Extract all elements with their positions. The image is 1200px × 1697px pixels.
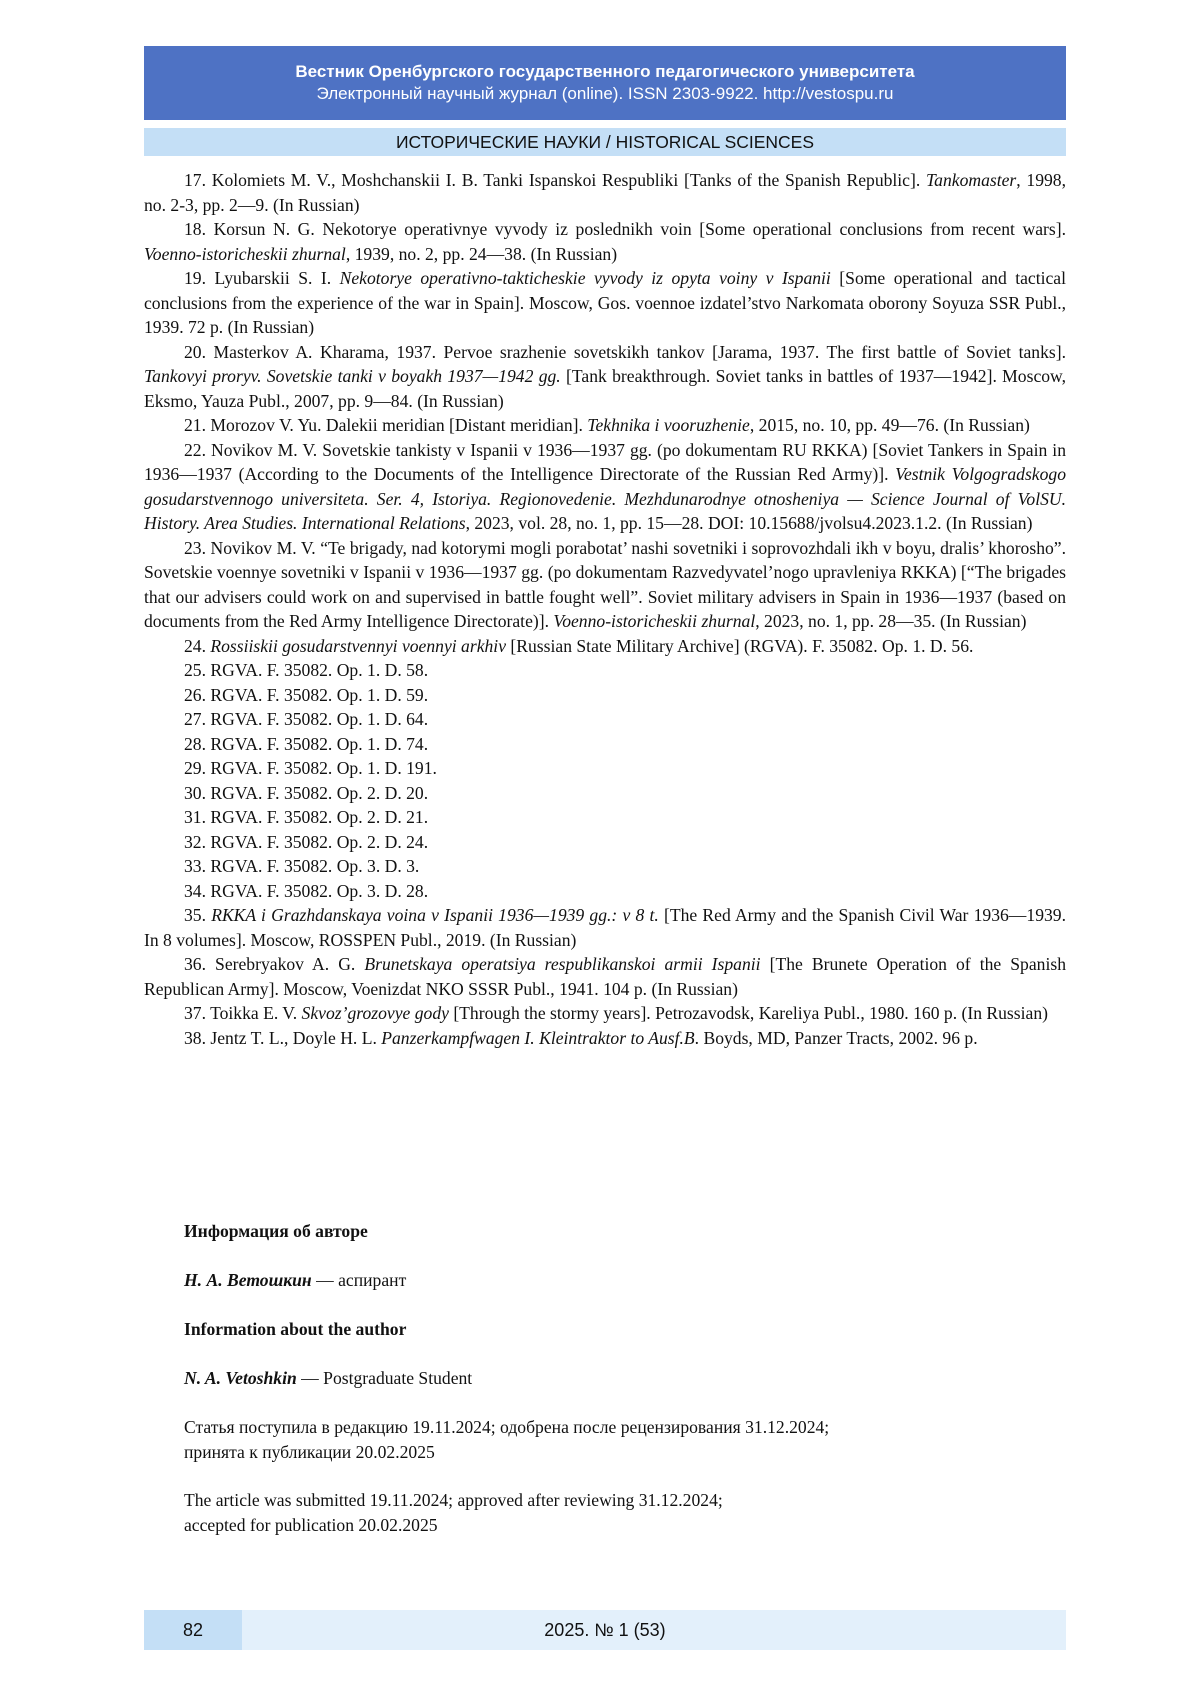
dates-ru: [184, 1415, 1024, 1464]
reference-item: 19. Lyubarskii S. I. Nekotorye operativno-takticheskie vyvody iz opyta voiny v Ispanii [Some operational and tactical conclusions from the experience of the war in Spain]. Moscow, Gos. voennoe izdatel’stvo Narkomata oborony Soyuza SSR Publ., 1939. 72 p. (In Russian): [144, 268, 1067, 337]
reference-item: 20. Masterkov A. Kharama, 1937. Pervoe srazhenie sovetskikh tankov [Jarama, 1937. The first battle of Soviet tanks]. Tankovyi proryv. Sovetskie tanki v boyakh 1937—1942 gg. [Tank breakthrough. Soviet tanks in battles of 1937—1942]. Moscow, Eksmo, Yauza Publ., 2007, pp. 9—84. (In Russian): [144, 341, 1067, 411]
page-number: 82: [144, 1610, 242, 1650]
reference-item: 26. RGVA. F. 35082. Op. 1. D. 59.: [184, 684, 429, 705]
reference-item: 17. Kolomiets M. V., Moshchanskii I. B. Tanki Ispanskoi Respubliki [Tanks of the Spanish Republic]. Tankomaster, 1998, no. 2-3, pp. 2—9. (In Russian): [144, 170, 1066, 215]
issue-label: 2025. № 1 (53): [544, 1620, 666, 1640]
reference-item: 37. Toikka E. V. Skvoz’grozovye gody [Through the stormy years]. Petrozavodsk, Kareliya Publ., 1980. 160 p. (In Russian): [184, 1003, 1048, 1023]
reference-item: 28. RGVA. F. 35082. Op. 1. D. 74.: [184, 733, 429, 754]
reference-item: 31. RGVA. F. 35082. Op. 2. D. 21.: [184, 807, 429, 827]
journal-title: Вестник Оренбургского государственного педагогического университета: [295, 62, 915, 81]
journal-header: [144, 46, 1066, 120]
dates-en: [184, 1488, 1024, 1537]
dates-en-line1: The article was submitted 19.11.2024; approved after reviewing 31.12.2024;: [184, 1490, 723, 1510]
dates-ru-line2: принята к публикации 20.02.2025: [184, 1441, 435, 1462]
reference-item: 21. Morozov V. Yu. Dalekii meridian [Distant meridian]. Tekhnika i vooruzhenie, 2015, no. 10, pp. 49—76. (In Russian): [184, 415, 1030, 435]
author-line-ru: [184, 1268, 1024, 1293]
reference-item: 35. RKKA i Grazhdanskaya voina v Ispanii 1936—1939 gg.: v 8 t. [The Red Army and the Spanish Civil War 1936—1939. In 8 volumes]. Moscow, ROSSPEN Publ., 2019. (In Russian): [144, 905, 1066, 950]
reference-list: [144, 168, 1066, 1050]
author-line-en: [184, 1366, 1024, 1391]
reference-item: 18. Korsun N. G. Nekotorye operativnye vyvody iz poslednikh voin [Some operational conclusions from recent wars]. Voenno-istoricheskii zhurnal, 1939, no. 2, pp. 24—38. (In Russian): [144, 219, 1066, 264]
author-info-heading-ru: Информация об авторе: [184, 1221, 368, 1241]
author-role-en: — Postgraduate Student: [296, 1368, 473, 1388]
reference-item: 29. RGVA. F. 35082. Op. 1. D. 191.: [184, 758, 437, 778]
reference-item: 36. Serebryakov A. G. Brunetskaya operatsiya respublikanskoi armii Ispanii [The Brunete Operation of the Spanish Republican Army]. Moscow, Voenizdat NKO SSSR Publ., 1941. 104 p. (In Russian): [144, 954, 1066, 999]
reference-item: 34. RGVA. F. 35082. Op. 3. D. 28.: [184, 880, 429, 901]
dates-en-line2: accepted for publication 20.02.2025: [184, 1514, 438, 1535]
author-name-en: N. A. Vetoshkin: [184, 1368, 297, 1388]
section-banner: ИСТОРИЧЕСКИЕ НАУКИ / HISTORICAL SCIENCES: [144, 128, 1066, 156]
reference-item: 33. RGVA. F. 35082. Op. 3. D. 3.: [184, 856, 420, 876]
author-role-ru: — аспирант: [311, 1270, 407, 1290]
author-name-ru: Н. А. Ветошкин: [184, 1270, 312, 1290]
reference-item: 32. RGVA. F. 35082. Op. 2. D. 24.: [184, 831, 429, 852]
reference-item: 25. RGVA. F. 35082. Op. 1. D. 58.: [184, 660, 429, 680]
author-info-heading-en: Information about the author: [184, 1319, 407, 1339]
reference-item: 27. RGVA. F. 35082. Op. 1. D. 64.: [184, 709, 429, 729]
reference-item: 38. Jentz T. L., Doyle H. L. Panzerkampfwagen I. Kleintraktor to Ausf.B. Boyds, MD, Panzer Tracts, 2002. 96 p.: [184, 1027, 978, 1048]
reference-item: 24. Rossiiskii gosudarstvennyi voennyi arkhiv [Russian State Military Archive] (RGVA). F. 35082. Op. 1. D. 56.: [184, 635, 974, 656]
reference-item: 30. RGVA. F. 35082. Op. 2. D. 20.: [184, 782, 429, 803]
reference-item: 23. Novikov M. V. “Te brigady, nad kotorymi mogli porabotat’ nashi sovetniki i soprovozhdali ikh v boyu, dralis’ khorosho”. Sovetskie voennye sovetniki v Ispanii v 1936—1937 gg. (po dokumentam Razvedyvatel’nogo upravleniya RKKA) [“The brigades that our advisers could work on and supervised in battle fought well”. Soviet military advisers in Spain in 1936—1937 (based on documents from the Red Army Intelligence Directorate)]. Voenno-istoricheskii zhurnal, 2023, no. 1, pp. 28—35. (In Russian): [144, 537, 1066, 631]
reference-item: 22. Novikov M. V. Sovetskie tankisty v Ispanii v 1936—1937 gg. (po dokumentam RU RKKA) [Soviet Tankers in Spain in 1936—1937 (According to the Documents of the Intelligence Directorate of the Russian Red Army)]. Vestnik Volgogradskogo gosudarstvennogo universiteta. Ser. 4, Istoriya. Regionovedenie. Mezhdunarodnye otnosheniya — Science Journal of VolSU. History. Area Studies. International Relations, 2023, vol. 28, no. 1, pp. 15—28. DOI: 10.15688/jvolsu4.2023.1.2. (In Russian): [144, 439, 1066, 533]
journal-subtitle: Электронный научный журнал (online). ISSN 2303-9922. http://vestospu.ru: [316, 84, 894, 103]
dates-ru-line1: Статья поступила в редакцию 19.11.2024; одобрена после рецензирования 31.12.2024;: [184, 1417, 830, 1437]
